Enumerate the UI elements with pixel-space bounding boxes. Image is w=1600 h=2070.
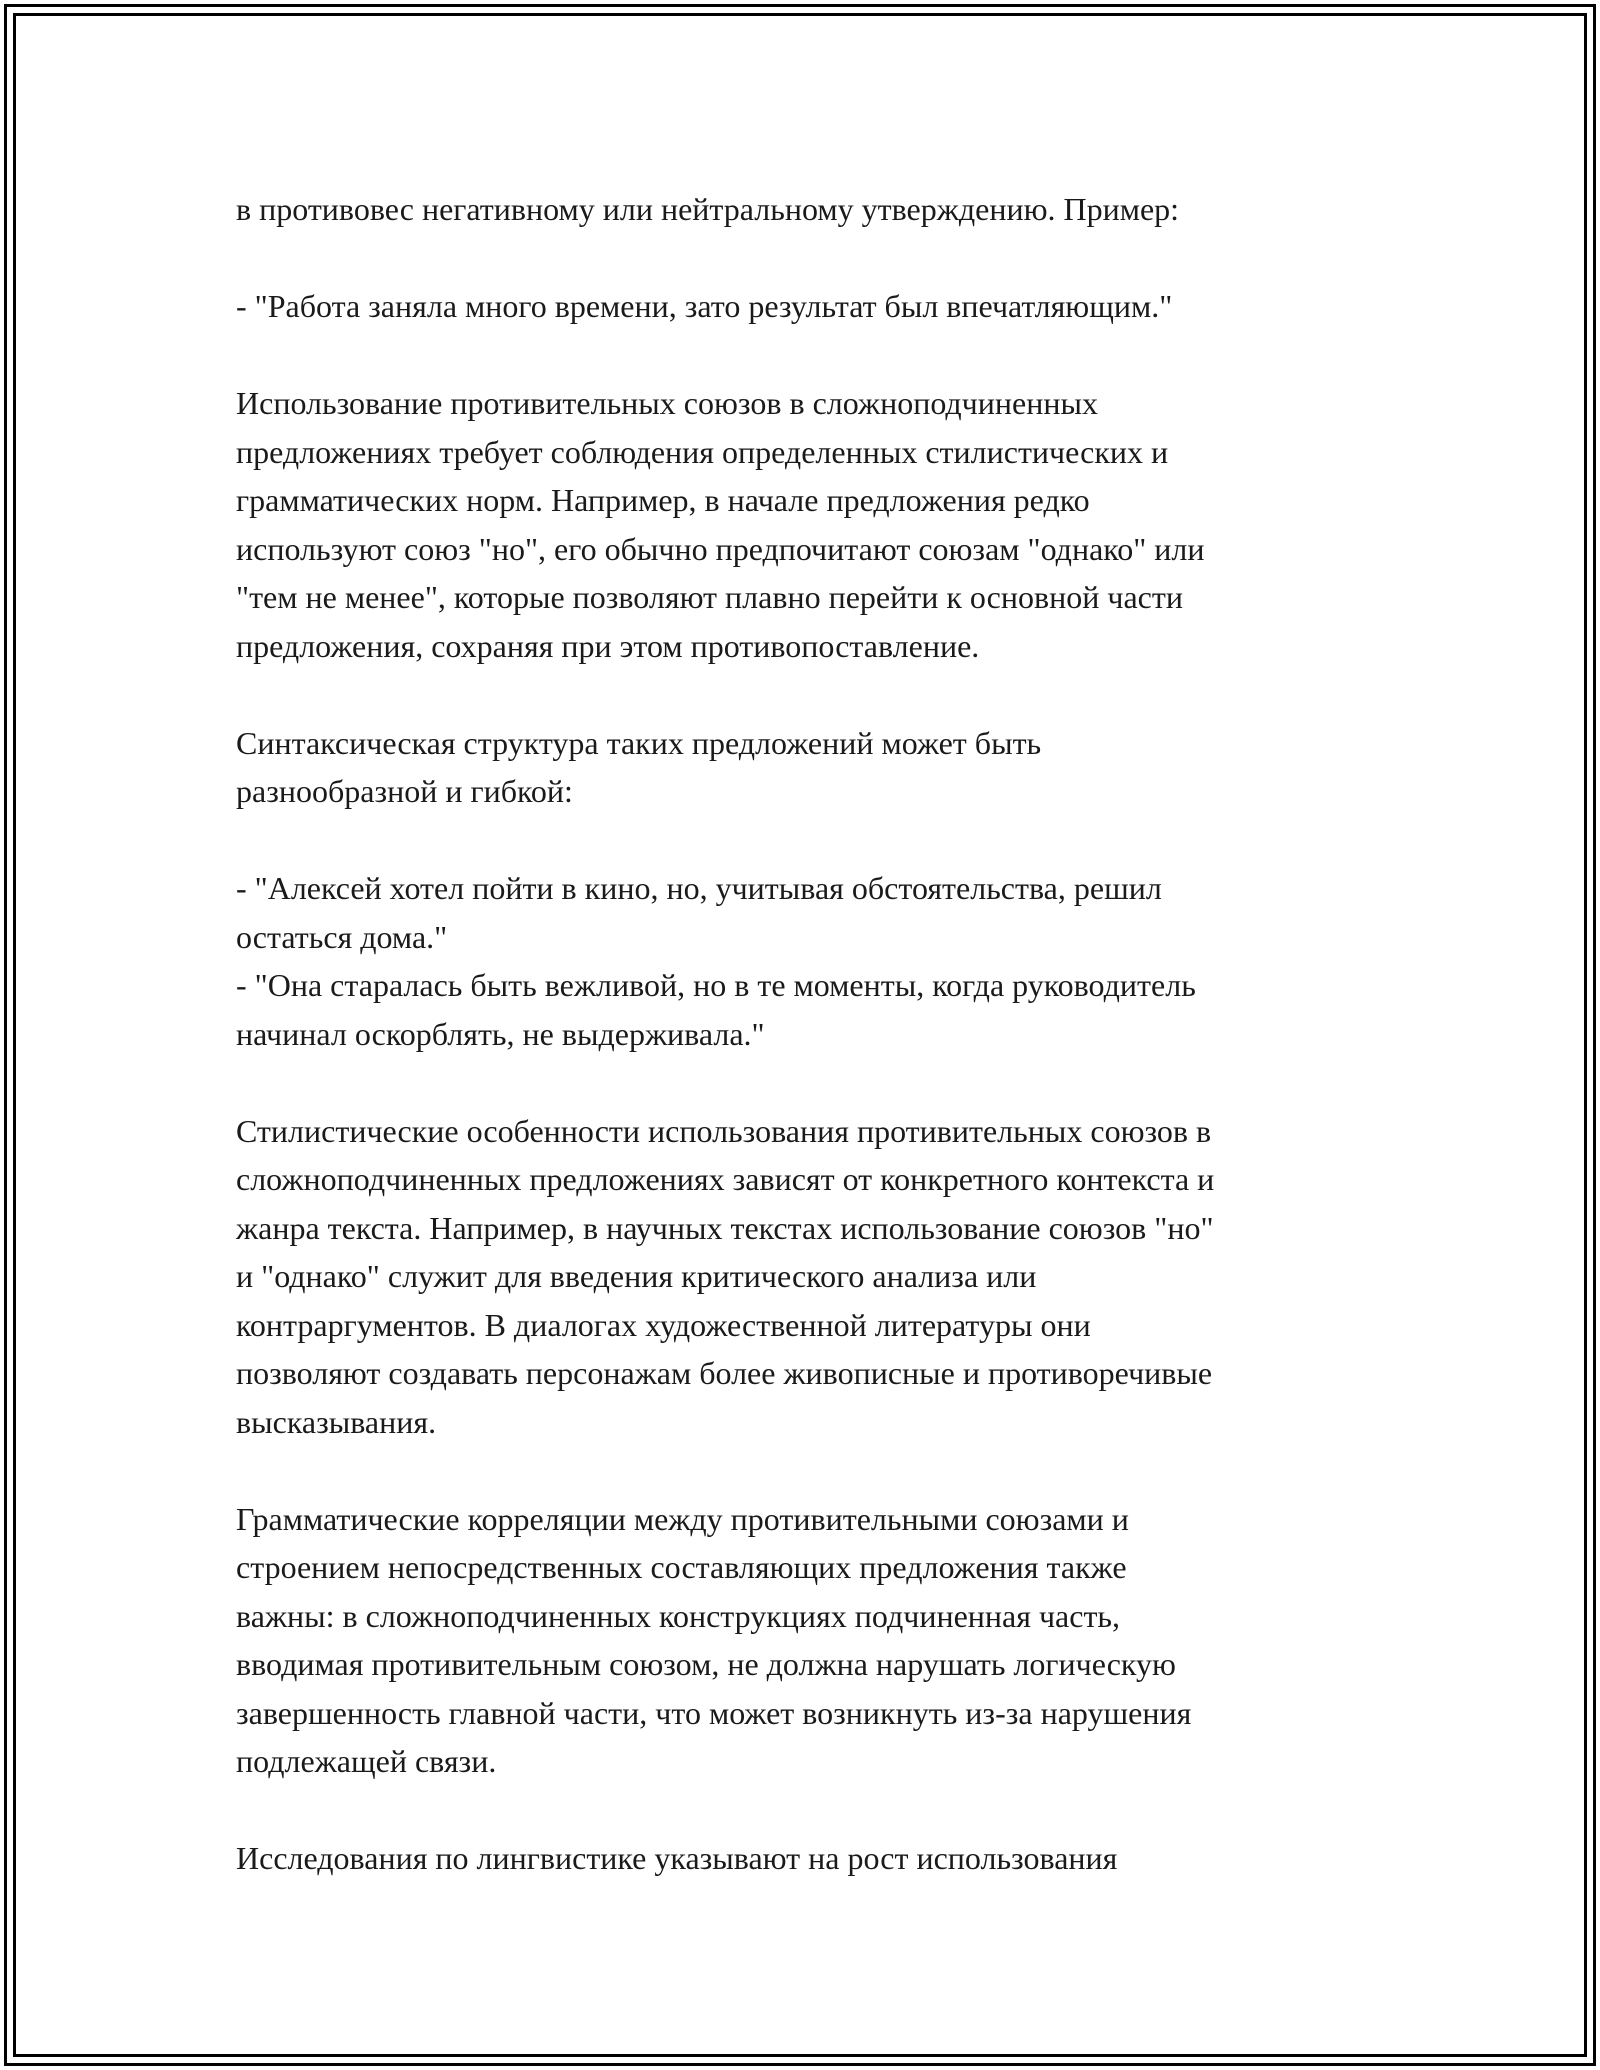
text-line: Синтаксическая структура таких предложений может быть bbox=[236, 724, 1042, 761]
paragraph bbox=[236, 1107, 1376, 1447]
text-line: высказывания. bbox=[236, 1403, 437, 1440]
text-line: Использование противительных союзов в сложноподчиненных bbox=[236, 385, 1098, 421]
text-line: используют союз "но", его обычно предпочитают союзам "однако" или bbox=[236, 530, 1205, 567]
document-body bbox=[236, 185, 1376, 1931]
text-line: завершенность главной части, что может возникнуть из-за нарушения bbox=[236, 1694, 1192, 1731]
text-line: предложения, сохраняя при этом противопоставление. bbox=[236, 627, 980, 664]
text-line: - "Алексей хотел пойти в кино, но, учитывая обстоятельства, решил bbox=[236, 870, 1162, 906]
text-line: начинал оскорблять, не выдерживала." bbox=[236, 1015, 765, 1052]
paragraph bbox=[236, 1834, 1376, 1883]
example-list bbox=[236, 864, 1376, 1058]
text-line: важны: в сложноподчиненных конструкциях подчиненная часть, bbox=[236, 1597, 1121, 1634]
text-line: в противовес негативному или нейтральному утверждению. Пример: bbox=[236, 191, 1180, 227]
text-line: грамматических норм. Например, в начале предложения редко bbox=[236, 482, 1090, 518]
text-line: вводимая противительным союзом, не должна нарушать логическую bbox=[236, 1646, 1176, 1682]
text-line: Исследования по лингвистике указывают на рост использования bbox=[236, 1840, 1118, 1876]
text-line: позволяют создавать персонажам более живописные и противоречивые bbox=[236, 1355, 1213, 1391]
text-line: - "Она старалась быть вежливой, но в те моменты, когда руководитель bbox=[236, 967, 1196, 1003]
text-line: - "Работа заняла много времени, зато результат был впечатляющим." bbox=[236, 288, 1173, 324]
text-line: Стилистические особенности использования противительных союзов в bbox=[236, 1112, 1212, 1149]
text-line: подлежащей связи. bbox=[236, 1743, 497, 1779]
paragraph bbox=[236, 379, 1376, 670]
text-line: Грамматические корреляции между противительными союзами и bbox=[236, 1500, 1129, 1537]
text-line: разнообразной и гибкой: bbox=[236, 773, 573, 809]
text-line: "тем не менее", которые позволяют плавно перейти к основной части bbox=[236, 579, 1183, 615]
text-line: остаться дома." bbox=[236, 918, 448, 955]
text-line: контраргументов. В диалогах художественной литературы они bbox=[236, 1306, 1091, 1343]
text-line: строением непосредственных составляющих предложения также bbox=[236, 1549, 1127, 1585]
text-line: и "однако" служит для введения критического анализа или bbox=[236, 1258, 1037, 1294]
text-line: жанра текста. Например, в научных текстах использование союзов "но" bbox=[236, 1209, 1214, 1246]
text-line: сложноподчиненных предложениях зависят от конкретного контекста и bbox=[236, 1161, 1215, 1197]
paragraph bbox=[236, 719, 1376, 816]
paragraph bbox=[236, 1495, 1376, 1786]
example-item bbox=[236, 282, 1376, 331]
text-line: предложениях требует соблюдения определенных стилистических и bbox=[236, 433, 1169, 470]
paragraph bbox=[236, 185, 1376, 234]
